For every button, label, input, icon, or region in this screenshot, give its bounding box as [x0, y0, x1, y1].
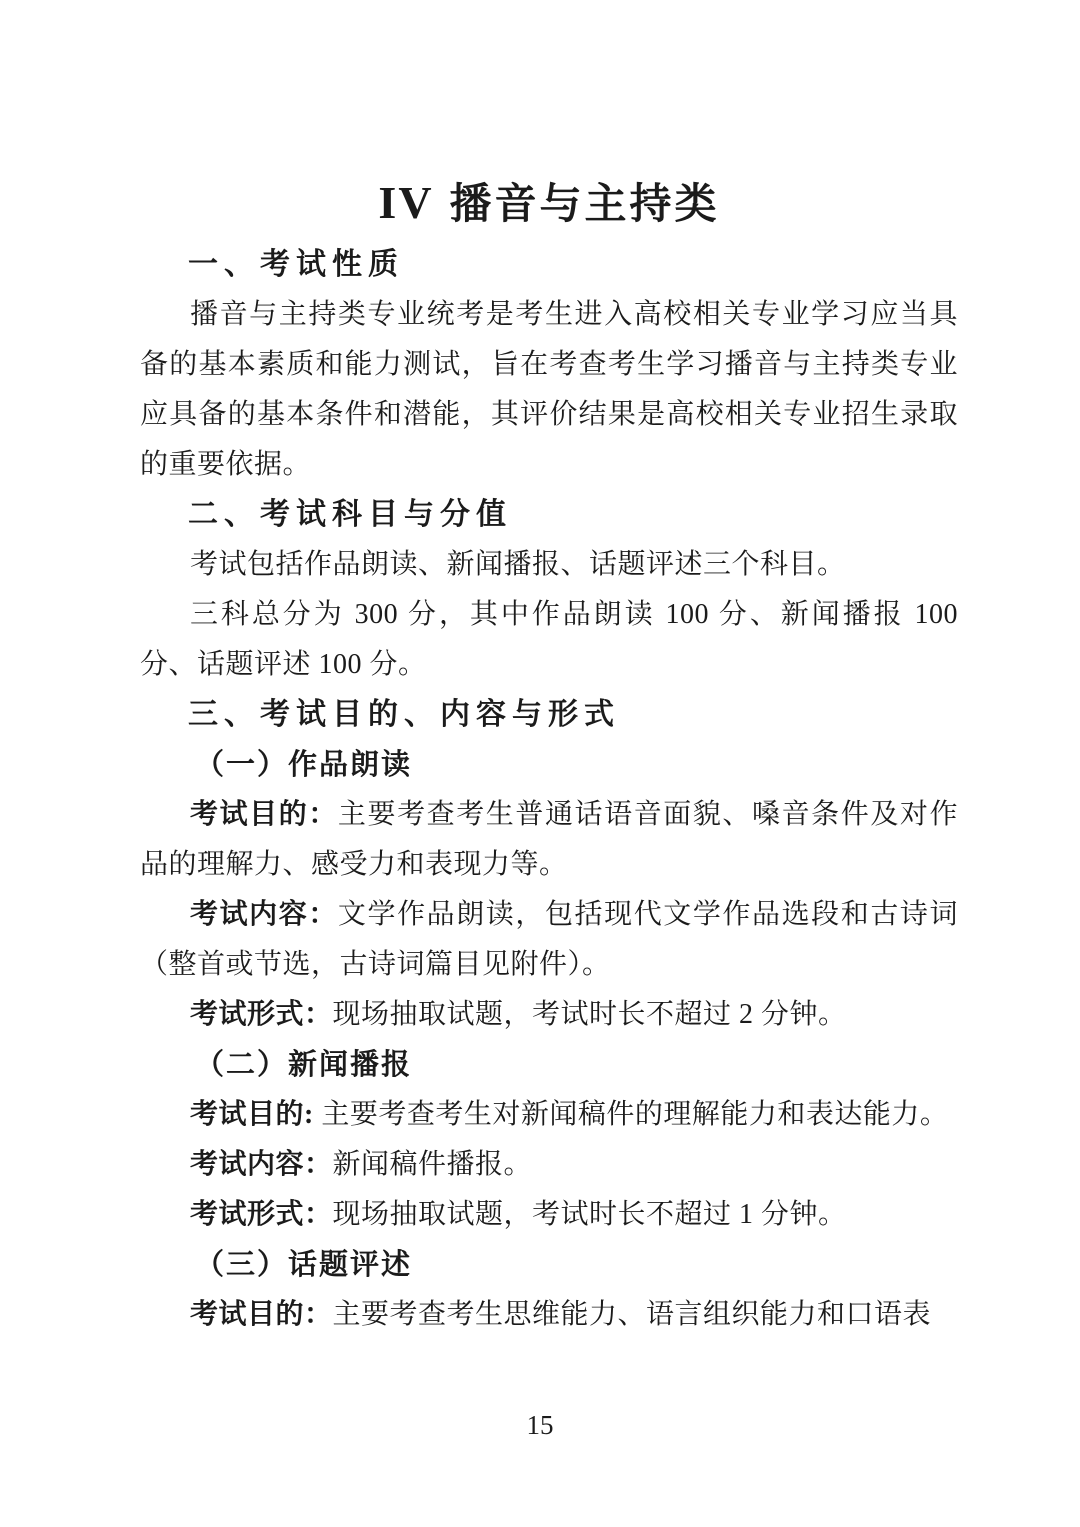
paragraph-exam-purpose-topic [140, 1290, 958, 1340]
paragraph-exam-content-reading [140, 890, 958, 990]
paragraph-text: 现场抽取试题，考试时长不超过 2 分钟。 [332, 999, 847, 1030]
paragraph-text: 现场抽取试题，考试时长不超过 1 分钟。 [332, 1199, 847, 1230]
document-title [140, 166, 958, 240]
paragraph-exam-content-news [140, 1140, 958, 1190]
paragraph-label: 考试形式： [190, 1199, 333, 1230]
paragraph-label: 考试目的: [190, 1099, 322, 1130]
section-heading-subjects-scores: 二、考试科目与分值 [188, 498, 512, 531]
paragraph-exam-purpose-reading [140, 790, 958, 890]
document-title-text: 播音与主持类 [449, 182, 720, 228]
subsection-heading-work-reading: （一）作品朗读 [195, 749, 413, 781]
paragraph-text: 文学作品朗读，包括现代文学作品选段和古诗词（整首或节选，古诗词篇目见附件）。 [140, 899, 958, 980]
paragraph-label: 考试内容： [190, 899, 338, 930]
paragraph-scores: 三科总分为 300 分，其中作品朗读 100 分、新闻播报 100 分、话题评述 100 分。 [140, 599, 958, 680]
page-number: 15 [526, 1410, 554, 1440]
subsection-heading-news-broadcast: （二）新闻播报 [195, 1049, 413, 1081]
document-title-roman-numeral: IV [378, 177, 434, 228]
paragraph-exam-format-reading [140, 990, 958, 1040]
paragraph-label: 考试目的： [190, 799, 338, 830]
paragraph-text: 主要考查考生普通话语音面貌、嗓音条件及对作品的理解力、感受力和表现力等。 [140, 799, 958, 880]
paragraph-label: 考试内容： [190, 1149, 333, 1180]
paragraph-exam-purpose-news [140, 1090, 958, 1140]
paragraph-text: 新闻稿件播报。 [332, 1149, 533, 1180]
paragraph-label: 考试目的： [190, 1299, 333, 1330]
document-page [140, 0, 958, 1340]
paragraph-label: 考试形式： [190, 999, 333, 1030]
subsection-heading-topic-commentary: （三）话题评述 [195, 1249, 413, 1281]
paragraph-exam-format-news [140, 1190, 958, 1240]
paragraph-text: 主要考查考生思维能力、语言组织能力和口语表 [332, 1299, 932, 1330]
paragraph-text: 主要考查考生对新闻稿件的理解能力和表达能力。 [321, 1099, 949, 1130]
paragraph-subjects: 考试包括作品朗读、新闻播报、话题评述三个科目。 [190, 549, 846, 580]
section-heading-exam-nature: 一、考试性质 [188, 248, 404, 281]
paragraph-exam-nature: 播音与主持类专业统考是考生进入高校相关专业学习应当具备的基本素质和能力测试，旨在考查考生学习播音与主持类专业应具备的基本条件和潜能，其评价结果是高校相关专业招生录取的重要依据。 [140, 299, 958, 480]
section-heading-purpose-content-format: 三、考试目的、内容与形式 [188, 698, 620, 731]
